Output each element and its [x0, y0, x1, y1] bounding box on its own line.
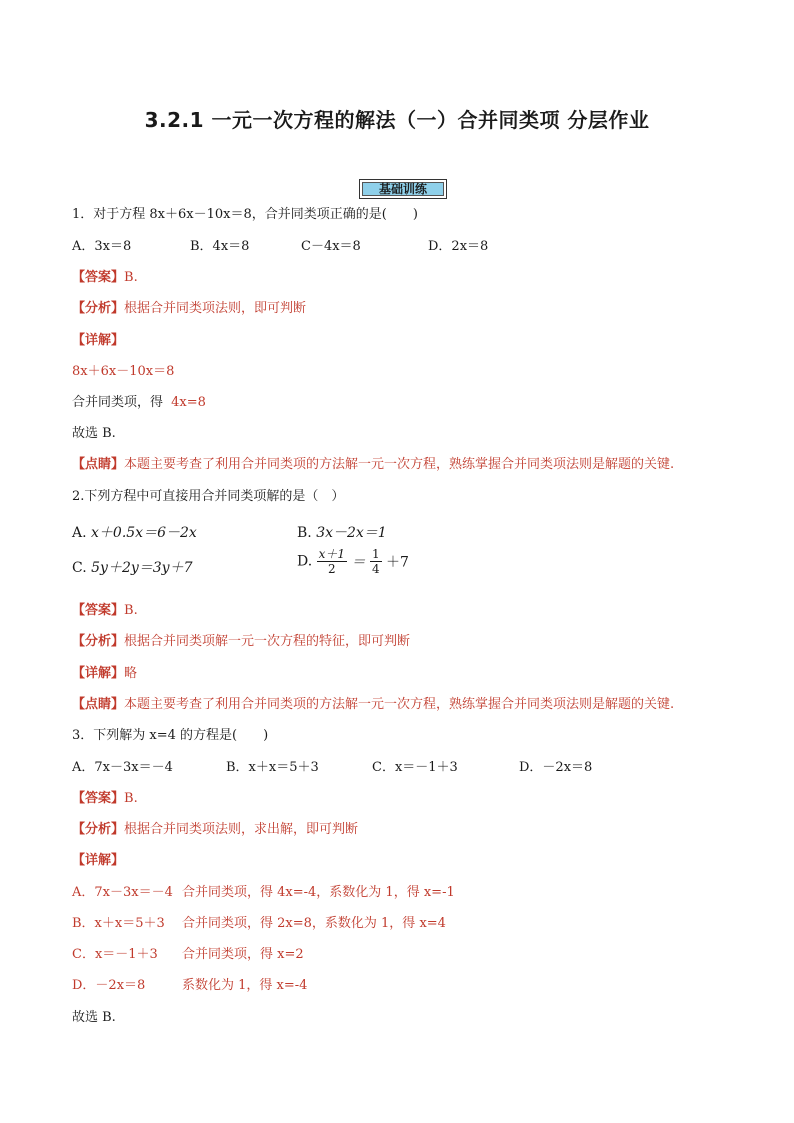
- q3-option-d: D．－2x＝8: [519, 760, 593, 775]
- q3-detail-tag: 【详解】: [72, 853, 125, 868]
- section-badge: [359, 179, 447, 199]
- q1-detail-result: 4x=8: [171, 395, 206, 410]
- q3-answer: [72, 791, 138, 807]
- q2-stem: 2.下列方程中可直接用合并同类项解的是（ ）: [72, 489, 345, 504]
- comment-text: 本题主要考查了利用合并同类项的方法解一元一次方程，熟练掌握合并同类项法则是解题的关键.: [124, 457, 675, 472]
- q3-option-b: B．x＋x＝5＋3: [226, 760, 319, 775]
- q1-option-b: B．4x＝8: [190, 239, 250, 254]
- q2-analysis: [72, 634, 410, 650]
- q2-option-a: A. x＋0.5x＝6－2x: [72, 525, 197, 541]
- analysis-tag: 【分析】: [72, 634, 125, 649]
- comment-text: 本题主要考查了利用合并同类项的方法解一元一次方程，熟练掌握合并同类项法则是解题的关键.: [124, 697, 675, 712]
- page-title: 3.2.1 一元一次方程的解法（一）合并同类项 分层作业: [144, 108, 650, 132]
- analysis-tag: 【分析】: [72, 301, 125, 316]
- q3-stem: 3．下列解为 x=4 的方程是( ): [72, 728, 269, 743]
- answer-value: B.: [124, 270, 138, 285]
- answer-value: B.: [124, 791, 138, 806]
- detail-text: 略: [124, 666, 138, 681]
- q3-conclusion: 故选 B.: [72, 1010, 116, 1025]
- answer-value: B.: [124, 603, 138, 618]
- analysis-text: 根据合并同类项法则，求出解，即可判断: [124, 822, 359, 837]
- q1-stem: 1．对于方程 8x＋6x－10x＝8，合并同类项正确的是( ): [72, 207, 418, 222]
- q3-detail-row: B．x＋x＝5＋3 合并同类项，得 2x=8，系数化为 1，得 x=4: [72, 916, 446, 931]
- fraction: $\frac{1}{4}$: [371, 547, 380, 576]
- q3-detail-row: A．7x－3x＝－4 合并同类项，得 4x=-4，系数化为 1，得 x=-1: [72, 885, 455, 900]
- q2-comment: [72, 697, 674, 713]
- analysis-tag: 【分析】: [72, 822, 125, 837]
- answer-tag: 【答案】: [72, 791, 125, 806]
- analysis-text: 根据合并同类项法则，即可判断: [124, 301, 307, 316]
- answer-tag: 【答案】: [72, 270, 125, 285]
- section-badge-label: 基础训练: [362, 182, 444, 196]
- q3-detail-row: C．x＝－1＋3 合并同类项，得 x=2: [72, 947, 304, 962]
- q1-option-a: A．3x＝8: [72, 239, 132, 254]
- comment-tag: 【点睛】: [72, 697, 125, 712]
- q2-option-b: B. 3x－2x＝1: [297, 525, 387, 541]
- answer-tag: 【答案】: [72, 603, 125, 618]
- q1-analysis: [72, 301, 306, 317]
- q2-option-d: D. $\frac{x+1}{2}$ ＝ $\frac{1}{4}$ ＋7: [297, 547, 409, 576]
- q3-option-c: C．x＝－1＋3: [372, 760, 458, 775]
- q1-option-d: D．2x＝8: [428, 239, 489, 254]
- q1-detail-equation: 8x＋6x－10x＝8: [72, 364, 175, 379]
- q1-comment: [72, 457, 674, 473]
- q1-conclusion: 故选 B.: [72, 426, 116, 441]
- analysis-text: 根据合并同类项解一元一次方程的特征，即可判断: [124, 634, 411, 649]
- q2-detail: [72, 666, 137, 682]
- q1-option-c: C－4x＝8: [301, 239, 361, 254]
- fraction: $\frac{x+1}{2}$: [318, 547, 346, 576]
- q3-detail-row: D．－2x＝8 系数化为 1，得 x=-4: [72, 978, 308, 993]
- q1-answer: [72, 270, 138, 286]
- q3-analysis: [72, 822, 358, 838]
- q3-option-a: A．7x－3x＝－4: [72, 760, 173, 775]
- q2-option-c: C. 5y＋2y＝3y＋7: [72, 560, 193, 576]
- comment-tag: 【点睛】: [72, 457, 125, 472]
- q1-detail-tag: 【详解】: [72, 333, 125, 348]
- q2-answer: [72, 603, 138, 619]
- detail-tag: 【详解】: [72, 666, 125, 681]
- q1-detail-step: 合并同类项，得 4x=8: [72, 395, 206, 410]
